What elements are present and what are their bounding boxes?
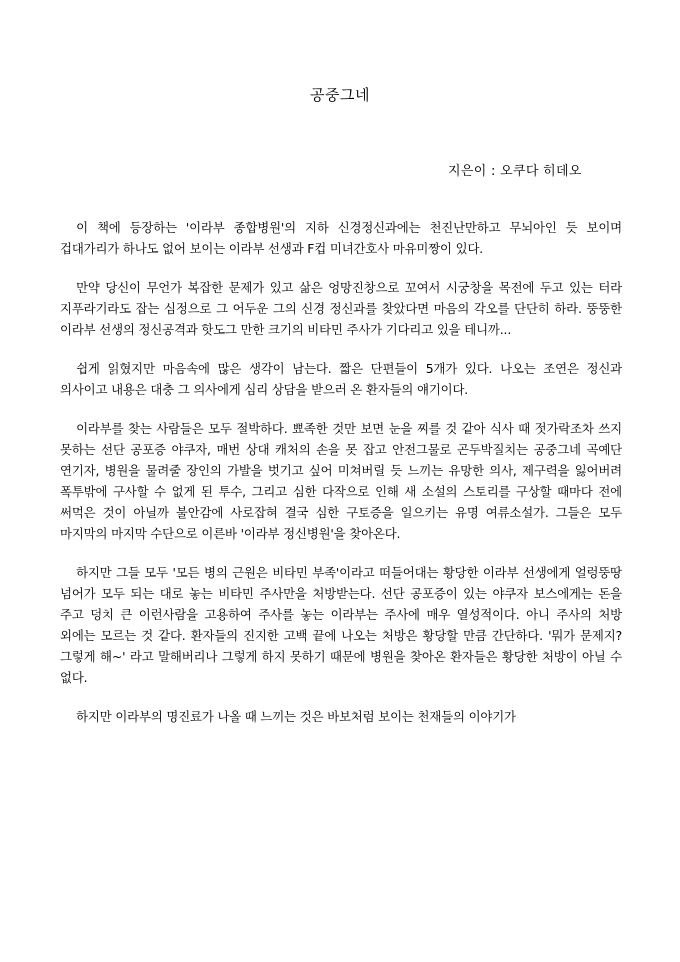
document-body — [60, 217, 622, 745]
paragraph: 만약 당신이 무언가 복잡한 문제가 있고 삶은 엉망진창으로 꼬여서 시궁창을 목전에 두고 있는 터라 지푸라기라도 잡는 심정으로 그 어두운 그의 신경 정신과를 찾았다면 마음의 각오를 단단히 하라. 뚱뚱한 이라부 선생의 정신공격과 핫도그 만한 크기의 비타민 주사가 기다리고 있을 테니까... — [60, 280, 622, 337]
paragraph: 이라부를 찾는 사람들은 모두 절박하다. 뾰족한 것만 보면 눈을 찌를 것 같아 식사 때 젓가락조차 쓰지 못하는 선단 공포증 야쿠자, 매번 상대 캐처의 손을 못 잡고 안전그물로 곤두박질치는 공중그네 곡예단 연기자, 병원을 물려줄 장인의 가발을 벗기고 싶어 미쳐버릴 듯 느끼는 유망한 의사, 제구력을 잃어버려 폭투밖에 구사할 수 없게 된 투수, 그리고 심한 다작으로 인해 새 소설의 스토리를 구상할 때마다 전에 써먹은 것이 아닐까 불안감에 사로잡혀 결국 심한 구토증을 일으키는 유명 여류소설가. 그들은 모두 마지막의 마지막 수단으로 이른바 '이라부 정신병원'을 찾아온다. — [60, 421, 622, 541]
paragraph: 하지만 그들 모두 '모든 병의 근원은 비타민 부족'이라고 떠들어대는 황당한 이라부 선생에게 얼렁뚱땅 넘어가 모두 되는 대로 놓는 비타민 주사만을 처방받는다. 선단 공포증이 있는 야쿠자 보스에게는 돈을 주고 덩치 큰 이런사람을 고용하여 주사를 놓는 이라부는 주사에 매우 열성적이다. 아니 주사의 처방 외에는 모르는 것 같다. 환자들의 진지한 고백 끝에 나오는 처방은 황당할 만큼 간단하다. '뭐가 문제지? 그렇게 해~' 라고 말해버리나 그렇게 하지 못하기 때문에 병원을 찾아온 환자들은 황당한 처방이 아닐 수 없다. — [60, 565, 622, 685]
author-line: 지은이 : 오쿠다 히데오 — [448, 164, 582, 179]
paragraph: 쉽게 읽혔지만 마음속에 많은 생각이 남는다. 짧은 단편들이 5개가 있다. 나오는 조연은 정신과 의사이고 내용은 대충 그 의사에게 심리 상담을 받으러 온 환자들의 얘기이다. — [60, 361, 622, 397]
paragraph: 이 책에 등장하는 '이라부 종합병원'의 지하 신경정신과에는 천진난만하고 무뇌아인 듯 보이며 겁대가리가 하나도 없어 보이는 이라부 선생과 F컵 미녀간호사 마유미짱이 있다. — [60, 220, 622, 256]
paragraph: 하지만 이라부의 명진료가 나올 때 느끼는 것은 바보처럼 보이는 천재들의 이야기가 — [76, 709, 516, 724]
document-title: 공중그네 — [310, 86, 370, 104]
